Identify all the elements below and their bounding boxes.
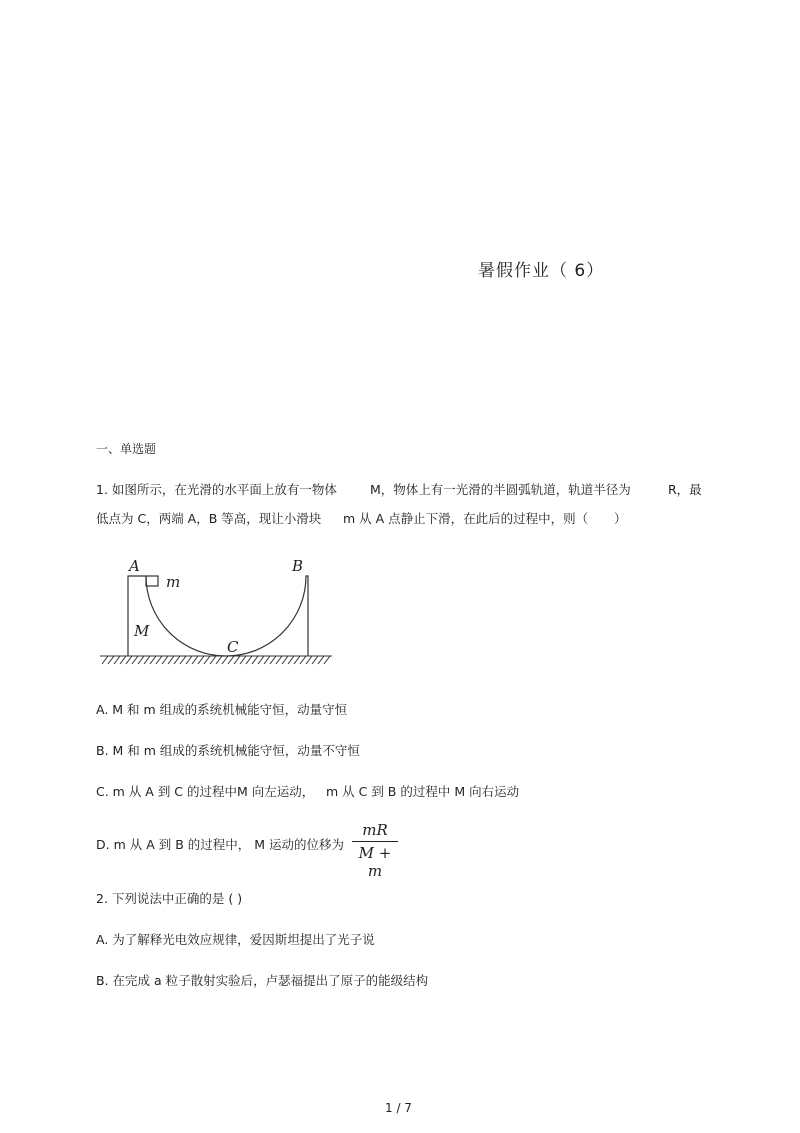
- q1-option-C-part1: C. m 从 A 到 C 的过程中M 向左运动，: [96, 784, 315, 799]
- section-heading: 一、单选题: [96, 442, 157, 456]
- label-C: C: [227, 638, 239, 656]
- label-A: A: [129, 557, 140, 575]
- label-m: m: [166, 573, 181, 591]
- q1-option-D-fraction: [352, 821, 398, 880]
- q1-stem-line2-part1: 低点为 C，两端 A，B 等高，现让小滑块: [96, 511, 322, 526]
- q2-option-B: B. 在完成 a 粒子散射实验后，卢瑟福提出了原子的能级结构: [96, 973, 429, 988]
- label-B: B: [292, 557, 304, 575]
- q2-option-A: A. 为了解释光电效应规律，爱因斯坦提出了光子说: [96, 932, 375, 947]
- label-M: M: [134, 622, 150, 640]
- page-number: 1 / 7: [385, 1101, 412, 1115]
- small-block-m: [146, 576, 158, 586]
- q1-stem-line2-part3: ）: [614, 511, 627, 526]
- q1-stem-line1-part2: M，物体上有一光滑的半圆弧轨道，轨道半径为: [370, 482, 631, 497]
- fraction-numerator: mR: [362, 821, 388, 839]
- q1-option-C-part2: m 从 C 到 B 的过程中 M 向右运动: [326, 784, 520, 799]
- q1-option-A: A. M 和 m 组成的系统机械能守恒，动量守恒: [96, 702, 348, 717]
- fraction-denominator: M + m: [358, 844, 392, 880]
- q1-figure: [96, 552, 340, 670]
- ground-hatching: [100, 656, 332, 664]
- q1-stem-line2-part2: m 从 A 点静止下滑，在此后的过程中，则（: [343, 511, 589, 526]
- q1-stem-line1-part1: 1. 如图所示，在光滑的水平面上放有一物体: [96, 482, 337, 497]
- q2-stem: 2. 下列说法中正确的是 ( ): [96, 891, 243, 906]
- q1-stem-line1-part3: R，最: [668, 482, 702, 497]
- q1-option-B: B. M 和 m 组成的系统机械能守恒，动量不守恒: [96, 743, 360, 758]
- q1-option-D: D. m 从 A 到 B 的过程中， M 运动的位移为: [96, 837, 344, 852]
- block-M-outline: [128, 576, 308, 656]
- fraction-bar: [352, 841, 398, 842]
- document-title: 暑假作业（ 6）: [478, 261, 605, 281]
